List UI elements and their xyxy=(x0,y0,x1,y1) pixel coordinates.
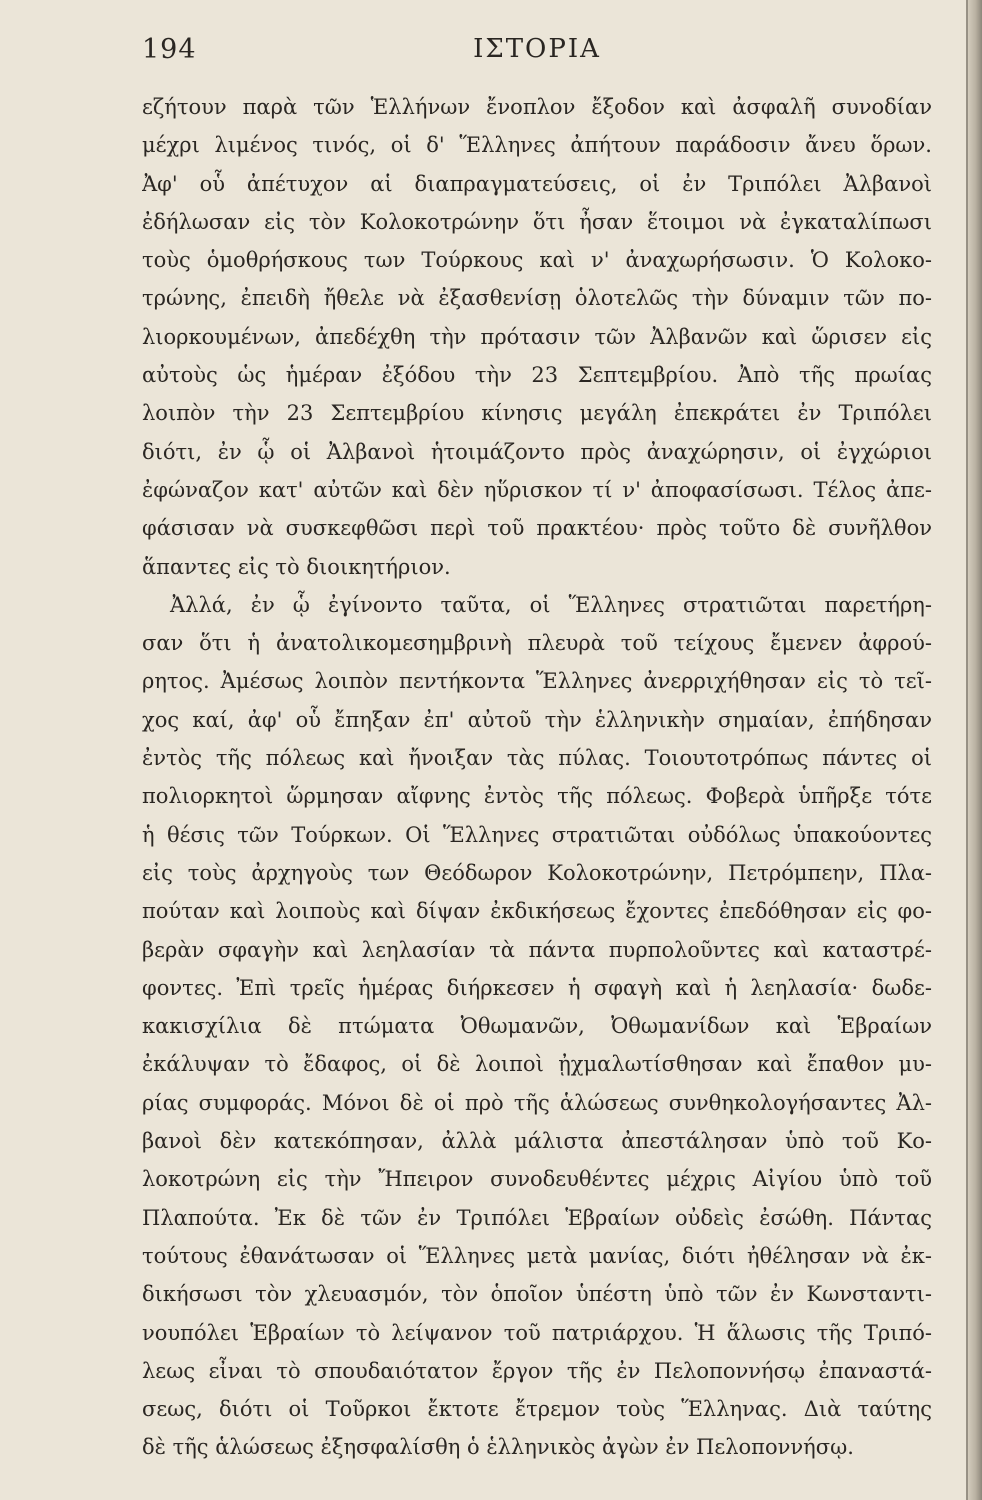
text-line: φοντες. Ἐπὶ τρεῖς ἡμέρας διήρκεσεν ἡ σφαγὴ καὶ ἡ λεηλασία· δωδε- xyxy=(142,975,932,1000)
text-line: ρητος. Ἀμέσως λοιπὸν πεντήκοντα Ἕλληνες ἀνερριχήθησαν εἰς τὸ τεῖ- xyxy=(142,669,932,694)
text-line: διότι, ἐν ᾧ οἱ Ἀλβανοὶ ἡτοιμάζοντο πρὸς ἀναχώρησιν, οἱ ἐγχώριοι xyxy=(142,439,932,464)
text-line: εζήτουν παρὰ τῶν Ἑλλήνων ἔνοπλον ἔξοδον καὶ ἀσφαλῆ συνοδίαν xyxy=(142,95,932,119)
text-line: πούταν καὶ λοιποὺς καὶ δίψαν ἐκδικήσεως ἔχοντες ἐπεδόθησαν εἰς φο- xyxy=(142,899,932,924)
text-line: χος καί, ἀφ' οὗ ἔπηξαν ἐπ' αὐτοῦ τὴν ἑλληνικὴν σημαίαν, ἐπήδησαν xyxy=(142,707,932,732)
running-title: ΙΣΤΟΡΙΑ xyxy=(473,34,601,64)
page-edge-line xyxy=(966,0,968,1500)
page-header xyxy=(142,34,932,74)
text-line: λεως εἶναι τὸ σπουδαιότατον ἔργον τῆς ἐν Πελοποννήσῳ ἐπαναστά- xyxy=(142,1358,932,1383)
text-line: βερὰν σφαγὴν καὶ λεηλασίαν τὰ πάντα πυρπολοῦντες καὶ καταστρέ- xyxy=(142,937,932,962)
text-line: φάσισαν νὰ συσκεφθῶσι περὶ τοῦ πρακτέου· πρὸς τοῦτο δὲ συνῆλθον xyxy=(142,516,932,541)
text-line: νουπόλει Ἑβραίων τὸ λείψανον τοῦ πατριάρχου. Ἡ ἅλωσις τῆς Τριπό- xyxy=(142,1320,932,1345)
text-line: ἐφώναζον κατ' αὐτῶν καὶ δὲν ηὕρισκον τί ν' ἀποφασίσωσι. Τέλος ἀπε- xyxy=(142,477,932,502)
text-line: λιορκουμένων, ἀπεδέχθη τὴν πρότασιν τῶν Ἀλβανῶν καὶ ὥρισεν εἰς xyxy=(142,324,932,349)
text-line: λοιπὸν τὴν 23 Σεπτεμβρίου κίνησις μεγάλη ἐπεκράτει ἐν Τριπόλει xyxy=(142,401,932,426)
text-line: λοκοτρώνη εἰς τὴν Ἤπειρον συνοδευθέντες μέχρις Αἰγίου ὑπὸ τοῦ xyxy=(142,1167,932,1192)
paragraph-1 xyxy=(142,88,932,586)
text-line: εἰς τοὺς ἀρχηγοὺς των Θεόδωρον Κολοκοτρώνην, Πετρόμπεην, Πλα- xyxy=(142,860,932,885)
paragraph-2 xyxy=(142,586,932,1467)
page-edge xyxy=(966,0,982,1500)
text-line: Ἀφ' οὗ ἀπέτυχον αἱ διαπραγματεύσεις, οἱ ἐν Τριπόλει Ἀλβανοὶ xyxy=(142,171,932,196)
text-line: ρίας συμφοράς. Μόνοι δὲ οἱ πρὸ τῆς ἁλώσεως συνθηκολογήσαντες Ἀλ- xyxy=(142,1090,932,1115)
text-line: σεως, διότι οἱ Τοῦρκοι ἔκτοτε ἔτρεμον τοὺς Ἕλληνας. Διὰ ταύτης xyxy=(142,1397,932,1422)
text-line: Ἀλλά, ἐν ᾧ ἐγίνοντο ταῦτα, οἱ Ἕλληνες στρατιῶται παρετήρη- xyxy=(170,592,932,617)
body-text xyxy=(142,88,932,1467)
text-line: βανοὶ δὲν κατεκόπησαν, ἀλλὰ μάλιστα ἀπεστάλησαν ὑπὸ τοῦ Κο- xyxy=(142,1129,932,1154)
text-line: πολιορκητοὶ ὥρμησαν αἴφνης ἐντὸς τῆς πόλεως. Φοβερὰ ὑπῆρξε τότε xyxy=(142,784,932,809)
text-line: ἅπαντες εἰς τὸ διοικητήριον. xyxy=(142,554,451,579)
page-number: 194 xyxy=(142,34,197,65)
text-line: δὲ τῆς ἁλώσεως ἐξησφαλίσθη ὁ ἑλληνικὸς ἀγὼν ἐν Πελοποννήσῳ. xyxy=(142,1435,854,1460)
text-line: δικήσωσι τὸν χλευασμόν, τὸν ὁποῖον ὑπέστη ὑπὸ τῶν ἐν Κωνσταντι- xyxy=(142,1282,932,1307)
text-line: Πλαπούτα. Ἐκ δὲ τῶν ἐν Τριπόλει Ἑβραίων οὐδεὶς ἐσώθη. Πάντας xyxy=(142,1205,932,1230)
text-line: κακισχίλια δὲ πτώματα Ὀθωμανῶν, Ὀθωμανίδων καὶ Ἑβραίων xyxy=(142,1014,932,1039)
text-line: τούτους ἐθανάτωσαν οἱ Ἕλληνες μετὰ μανίας, διότι ἠθέλησαν νὰ ἐκ- xyxy=(142,1243,932,1268)
text-line: σαν ὅτι ἡ ἀνατολικομεσημβρινὴ πλευρὰ τοῦ τείχους ἔμενεν ἀφρού- xyxy=(142,631,932,656)
text-line: ἡ θέσις τῶν Τούρκων. Οἱ Ἕλληνες στρατιῶται οὐδόλως ὑπακούοντες xyxy=(142,822,932,847)
text-line: τρώνης, ἐπειδὴ ἤθελε νὰ ἐξασθενίσῃ ὁλοτελῶς τὴν δύναμιν τῶν πο- xyxy=(142,286,932,311)
text-line: τοὺς ὁμοθρήσκους των Τούρκους καὶ ν' ἀναχωρήσωσιν. Ὁ Κολοκο- xyxy=(142,248,932,273)
text-line: ἐδήλωσαν εἰς τὸν Κολοκοτρώνην ὅτι ἦσαν ἕτοιμοι νὰ ἐγκαταλίπωσι xyxy=(142,209,932,234)
text-line: ἐκάλυψαν τὸ ἔδαφος, οἱ δὲ λοιποὶ ᾐχμαλωτίσθησαν καὶ ἔπαθον μυ- xyxy=(142,1052,932,1077)
text-line: αὐτοὺς ὡς ἡμέραν ἐξόδου τὴν 23 Σεπτεμβρίου. Ἀπὸ τῆς πρωίας xyxy=(142,363,932,388)
text-line: ἐντὸς τῆς πόλεως καὶ ἤνοιξαν τὰς πύλας. Τοιουτοτρόπως πάντες οἱ xyxy=(142,746,932,771)
text-line: μέχρι λιμένος τινός, οἱ δ' Ἕλληνες ἀπήτουν παράδοσιν ἄνευ ὅρων. xyxy=(142,133,932,158)
